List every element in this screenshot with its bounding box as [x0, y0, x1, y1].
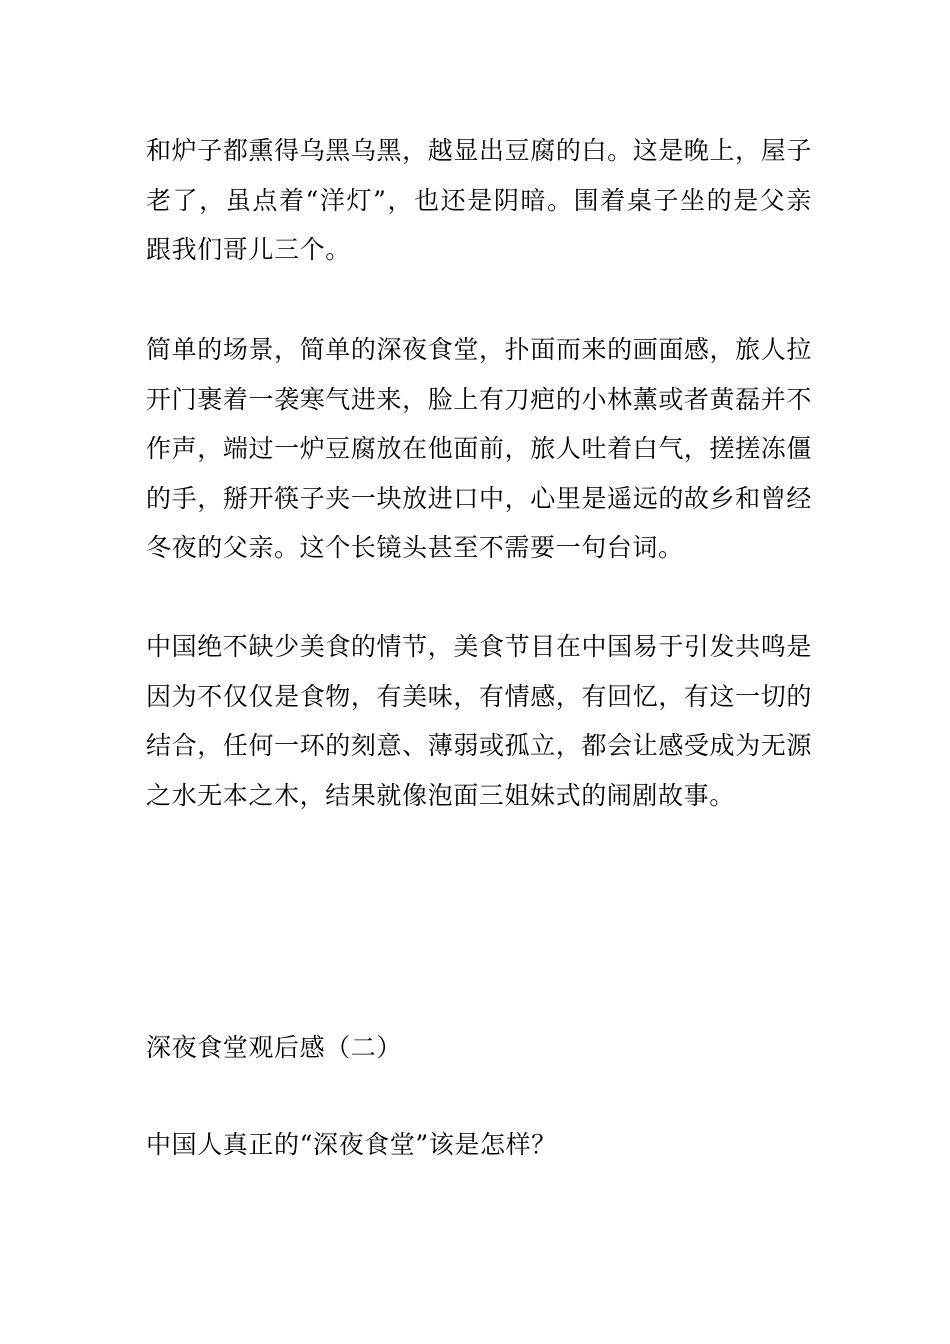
question-line: 中国人真正的“深夜食堂”该是怎样？ — [146, 1130, 557, 1159]
section-title: 深夜食堂观后感（二） — [146, 1033, 403, 1062]
paragraph-1: 和炉子都熏得乌黑乌黑，越显出豆腐的白。这是晚上，屋子老了，虽点着“洋灯”，也还是阴暗。围着桌子坐的是父亲跟我们哥儿三个。 — [146, 136, 812, 264]
paragraph-2: 简单的场景，简单的深夜食堂，扑面而来的画面感，旅人拉开门裹着一袭寒气进来，脸上有刀疤的小林薰或者黄磊并不作声，端过一炉豆腐放在他面前，旅人吐着白气，搓搓冻僵的手，掰开筷子夹一块放进口中，心里是遥远的故乡和曾经冬夜的父亲。这个长镜头甚至不需要一句台词。 — [146, 335, 812, 562]
paragraph-3: 中国绝不缺少美食的情节，美食节目在中国易于引发共鸣是因为不仅仅是食物，有美味，有情感，有回忆，有这一切的结合，任何一环的刻意、薄弱或孤立，都会让感受成为无源之水无本之木，结果就像泡面三姐妹式的闹剧故事。 — [146, 632, 812, 810]
